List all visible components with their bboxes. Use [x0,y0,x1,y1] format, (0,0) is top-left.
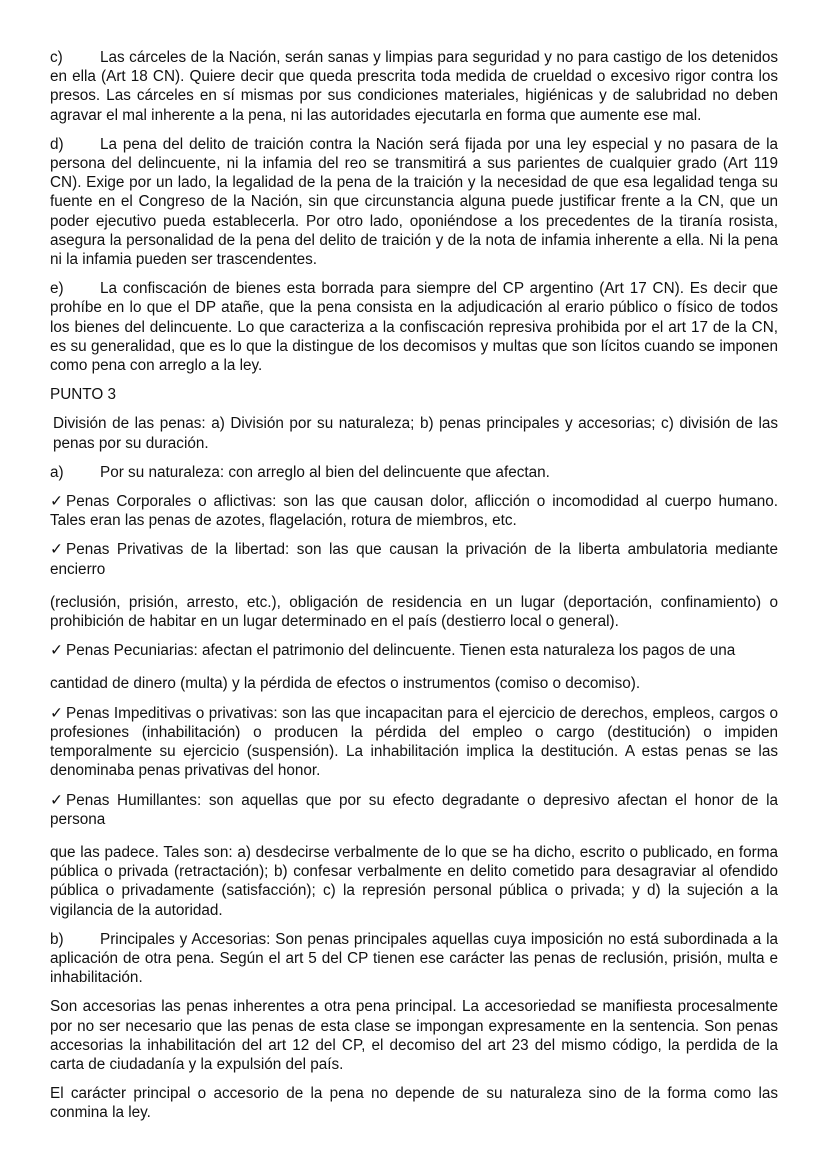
check-icon: ✓ [50,704,63,722]
bullet-corporales-text: Penas Corporales o aflictivas: son las que causan dolor, aflicción o incomodidad al cuerpo humano. Tales eran las penas de azotes, flagelación, rotura de miembros, etc. [50,493,778,530]
bullet-impeditivas-text: Penas Impeditivas o privativas: son las que incapacitan para el ejercicio de derechos, empleos, cargos o profesiones (inhabilitación) o producen la pérdida del empleo o cargo (destitución) o impiden temporalmente su ejercicio (suspensión). La inhabilitación implica la destitución. A estas penas se las denominaba penas privativas del honor. [50,704,778,780]
bullet-humillantes-line1 [50,791,778,829]
list-marker-c: c) [50,49,63,66]
paragraph-e [50,279,778,375]
paragraph-c-text: Las cárceles de la Nación, serán sanas y limpias para seguridad y no para castigo de los detenidos en ella (Art 18 CN). Quiere decir que queda prescrita toda medida de crueldad o excesivo rigor contra los presos. Las cárceles en sí mismas por sus condiciones materiales, higiénicas y de salubridad no deben agravar el mal inherente a la pena, ni las autoridades ejecutarla en forma que aumente ese mal. [50,49,778,124]
bullet-privativas-text-1: Penas Privativas de la libertad: son las que causan la privación de la liberta ambulatoria mediante encierro [50,541,778,578]
line-gap [50,829,778,843]
list-marker-b: b) [50,930,64,948]
paragraph-a [50,463,778,482]
bullet-impeditivas [50,704,778,781]
bullet-privativas-line1 [50,540,778,578]
check-icon: ✓ [50,493,63,511]
paragraph-c [50,48,778,125]
bullet-humillantes-continuation: que las padece. Tales son: a) desdecirse verbalmente de lo que se ha dicho, escrito o publicado, en forma pública o privada (retractación); b) confesar verbalmente en delito cometido para desagraviar al ofendido pública o privadamente (satisfacción); c) la represión personal pública o privada; y d) la sujeción a la vigilancia de la autoridad. [50,843,778,919]
bullet-pecuniarias-text-1: Penas Pecuniarias: afectan el patrimonio del delincuente. Tienen esta naturaleza los pagos de una [66,642,736,660]
list-marker-d: d) [50,135,64,153]
paragraph-b [50,930,778,988]
check-icon: ✓ [50,791,63,809]
bullet-privativas-continuation: (reclusión, prisión, arresto, etc.), obligación de residencia en un lugar (deportación, confinamiento) o prohibición de habitar en un lugar determinado en el país (destierro local o general). [50,593,778,631]
division-paragraph: División de las penas: a) División por su naturaleza; b) penas principales y accesorias; c) división de las penas por su duración. [53,415,778,452]
list-marker-e: e) [50,280,64,298]
list-marker-a: a) [50,463,64,481]
line-gap [50,579,778,593]
bullet-humillantes-text-1: Penas Humillantes: son aquellas que por su efecto degradante o depresivo afectan el honor de la persona [50,791,778,828]
bullet-pecuniarias-line1 [50,641,778,660]
paragraph-accesorias: Son accesorias las penas inherentes a otra pena principal. La accesoriedad se manifiesta procesalmente por no ser necesario que las penas de esta clase se impongan expresamente en la sentencia. Son penas accesorias la inhabilitación del art 12 del CP, el decomiso del art 23 del mismo código, la perdida de la carta de ciudadanía y la expulsión del país. [50,998,778,1073]
bullet-pecuniarias-continuation: cantidad de dinero (multa) y la pérdida de efectos o instrumentos (comiso o decomiso). [50,675,641,693]
paragraph-d [50,135,778,269]
paragraph-b-text: Principales y Accesorias: Son penas principales aquellas cuya imposición no está subordinada a la aplicación de otra pena. Según el art 5 del CP tienen ese carácter las penas de reclusión, prisión, multa e inhabilitación. [50,930,778,987]
paragraph-a-text: Por su naturaleza: con arreglo al bien del delincuente que afectan. [100,463,550,481]
check-icon: ✓ [50,642,63,660]
section-heading-punto-3: PUNTO 3 [50,386,117,404]
paragraph-caracter: El carácter principal o accesorio de la pena no depende de su naturaleza sino de la forma como las conmina la ley. [50,1085,778,1122]
document-page [50,48,778,1133]
bullet-corporales [50,492,778,530]
check-icon: ✓ [50,541,63,559]
paragraph-d-text: La pena del delito de traición contra la Nación será fijada por una ley especial y no pasara de la persona del delincuente, ni la infamia del reo se transmitirá a sus parientes de cualquier grado (Art 119 CN). Exige por un lado, la legalidad de la pena de la traición y la necesidad de que esa legalidad tenga su fuente en el Congreso de la Nación, sin que circunstancia alguna puede justificar frente a la CN, que un poder ejecutivo pueda establecerla. Por otro lado, oponiéndose a los precedentes de la tiranía rosista, asegura la personalidad de la pena del delito de traición y de la nota de infamia inherente a ella. Ni la pena ni la infamia pueden ser trascendentes. [50,135,778,269]
line-gap [50,660,778,674]
paragraph-e-text: La confiscación de bienes esta borrada para siempre del CP argentino (Art 17 CN). Es decir que prohíbe en lo que el DP atañe, que la pena consista en la adjudicación al erario público o físico de todos los bienes del delincuente. Lo que caracteriza a la confiscación represiva prohibida por el art 17 de la CN, es su generalidad, que es lo que la distingue de los decomisos y multas que son lícitos cuando se imponen como pena con arreglo a la ley. [50,280,778,375]
